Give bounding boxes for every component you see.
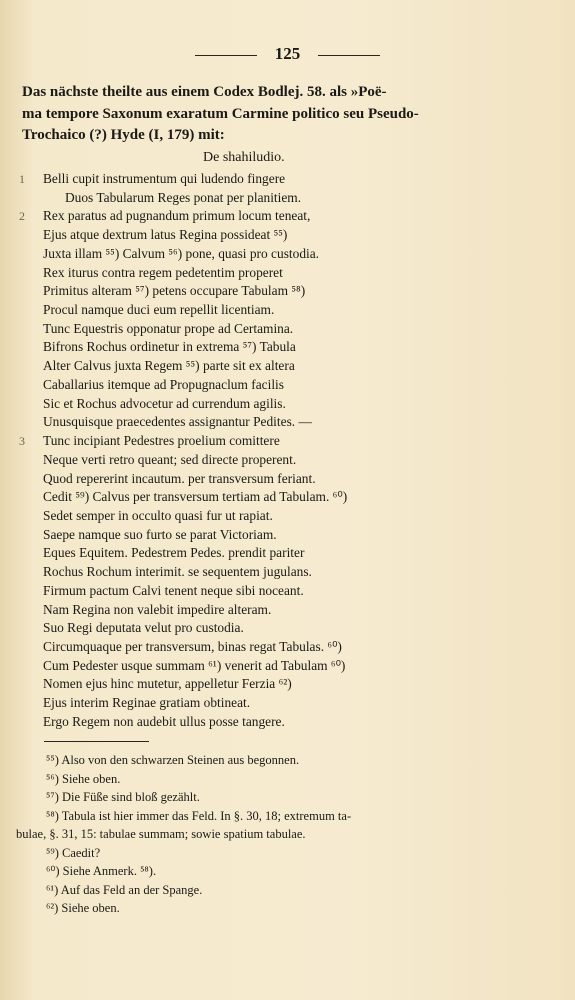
footnote-separator (44, 741, 149, 742)
verse-text: Unusquisque praecedentes assignantur Pedites. — (43, 414, 312, 430)
poem-verse (19, 170, 513, 189)
verse-text: Duos Tabularum Reges ponat per planitiem. (65, 189, 302, 205)
poem-verse (43, 582, 513, 601)
page-number: 125 (274, 44, 301, 63)
poem-verse (19, 207, 513, 226)
page-header (0, 44, 575, 64)
footnotes (16, 751, 516, 918)
verse-text: Circumquaque per transversum, binas regat Tabulas. ⁶⁰) (43, 638, 342, 654)
verse-text: Saepe namque suo furto se parat Victoriam. (43, 526, 277, 542)
poem-verse (43, 413, 513, 432)
verse-text: Ergo Regem non audebit ullus posse tangere. (43, 713, 285, 729)
verse-text: Procul namque duci eum repellit licentiam. (43, 302, 275, 318)
footnote: ⁵⁶) Siehe oben. (46, 771, 121, 786)
poem-verse (43, 713, 513, 732)
poem-verse (43, 357, 513, 376)
poem-verse (43, 601, 513, 620)
verse-text: Nomen ejus hinc mutetur, appelletur Ferzia ⁶²) (43, 676, 292, 692)
verse-text: Caballarius itemque ad Propugnaclum facilis (43, 376, 284, 392)
footnote: ⁵⁸) Tabula ist hier immer das Feld. In §. 30, 18; extremum ta- (46, 808, 352, 823)
poem-verse (43, 320, 513, 339)
poem-verse (43, 563, 513, 582)
verse-text: Rex iturus contra regem pedetentim properet (43, 264, 283, 280)
poem-verse (43, 638, 513, 657)
verse-text: Nam Regina non valebit impedire alteram. (43, 601, 272, 617)
poem-verse (43, 544, 513, 563)
poem-verse (43, 526, 513, 545)
verse-text: Juxta illam ⁵⁵) Calvum ⁵⁶) pone, quasi pro custodia. (43, 245, 320, 261)
strophe-number: 2 (19, 209, 25, 224)
poem-verse (43, 657, 513, 676)
poem-verse (43, 470, 513, 489)
poem-verse (43, 245, 513, 264)
verse-text: Neque verti retro queant; sed directe properent. (43, 451, 297, 467)
footnote: ⁵⁵) Also von den schwarzen Steinen aus begonnen. (46, 753, 300, 767)
footnote: ⁶¹) Auf das Feld an der Spange. (46, 882, 203, 897)
verse-text: Ejus atque dextrum latus Regina possideat ⁵⁵) (43, 227, 288, 243)
poem-verse (43, 226, 513, 245)
verse-text: Sic et Rochus advocetur ad currendum agilis. (43, 395, 286, 411)
strophe-number: 1 (19, 172, 25, 186)
verse-text: Primitus alteram ⁵⁷) petens occupare Tabulam ⁵⁸) (43, 283, 306, 299)
poem-verse (43, 282, 513, 301)
poem-title: De shahiludio. (203, 150, 285, 165)
verse-text: Bifrons Rochus ordinetur in extrema ⁵⁷) Tabula (43, 339, 296, 355)
header-rule-left (195, 55, 257, 56)
verse-text: Rex paratus ad pugnandum primum locum teneat, (43, 208, 311, 224)
footnote: ⁶⁰) Siehe Anmerk. ⁵⁸). (46, 864, 157, 878)
poem-verse (19, 432, 513, 451)
intro-paragraph (22, 82, 512, 147)
poem-verse (43, 507, 513, 526)
poem-verse (43, 264, 513, 283)
verse-text: Quod repererint incautum. per transversum feriant. (43, 470, 316, 486)
footnote: ⁵⁹) Caedit? (46, 845, 101, 860)
verse-text: Tunc Equestris opponatur prope ad Certamina. (43, 320, 294, 336)
intro-line: Trochaico (?) Hyde (I, 179) mit: (22, 127, 225, 143)
verse-text: Cum Pedester usque summam ⁶¹) venerit ad Tabulam ⁶⁰) (43, 657, 346, 673)
poem-verse (43, 675, 513, 694)
verse-text: Suo Regi deputata velut pro custodia. (43, 620, 244, 636)
verse-text: Rochus Rochum interimit. se sequentem jugulans. (43, 564, 312, 580)
verse-text: Sedet semper in occulto quasi fur ut rapiat. (43, 507, 273, 523)
poem-verse (43, 451, 513, 470)
intro-line: ma tempore Saxonum exaratum Carmine politico seu Pseudo- (22, 105, 419, 122)
poem-verse (43, 488, 513, 507)
intro-line: Das nächste theilte aus einem Codex Bodlej. 58. als »Poë- (22, 84, 387, 100)
footnote: bulae, §. 31, 15: tabulae summam; sowie spatium tabulae. (16, 827, 306, 841)
poem-verse (43, 619, 513, 638)
verse-text: Cedit ⁵⁹) Calvus per transversum tertiam ad Tabulam. ⁶⁰) (43, 489, 348, 505)
verse-text: Belli cupit instrumentum qui ludendo fingere (43, 171, 286, 186)
verse-text: Firmum pactum Calvi tenent neque sibi noceant. (43, 582, 304, 598)
verse-text: Alter Calvus juxta Regem ⁵⁵) parte sit ex altera (43, 358, 295, 374)
poem-verse (43, 376, 513, 395)
poem-verse (43, 301, 513, 320)
verse-text: Ejus interim Reginae gratiam obtineat. (43, 695, 251, 711)
header-rule-right (318, 55, 380, 56)
poem-body (19, 170, 513, 732)
poem-verse (43, 395, 513, 414)
verse-text: Eques Equitem. Pedestrem Pedes. prendit pariter (43, 545, 305, 561)
poem-verse (43, 189, 513, 208)
poem-verse (43, 694, 513, 713)
strophe-number: 3 (19, 434, 25, 449)
poem-verse (43, 338, 513, 357)
footnote: ⁶²) Siehe oben. (46, 901, 120, 915)
verse-text: Tunc incipiant Pedestres proelium comittere (43, 433, 280, 449)
footnote: ⁵⁷) Die Füße sind bloß gezählt. (46, 790, 200, 804)
